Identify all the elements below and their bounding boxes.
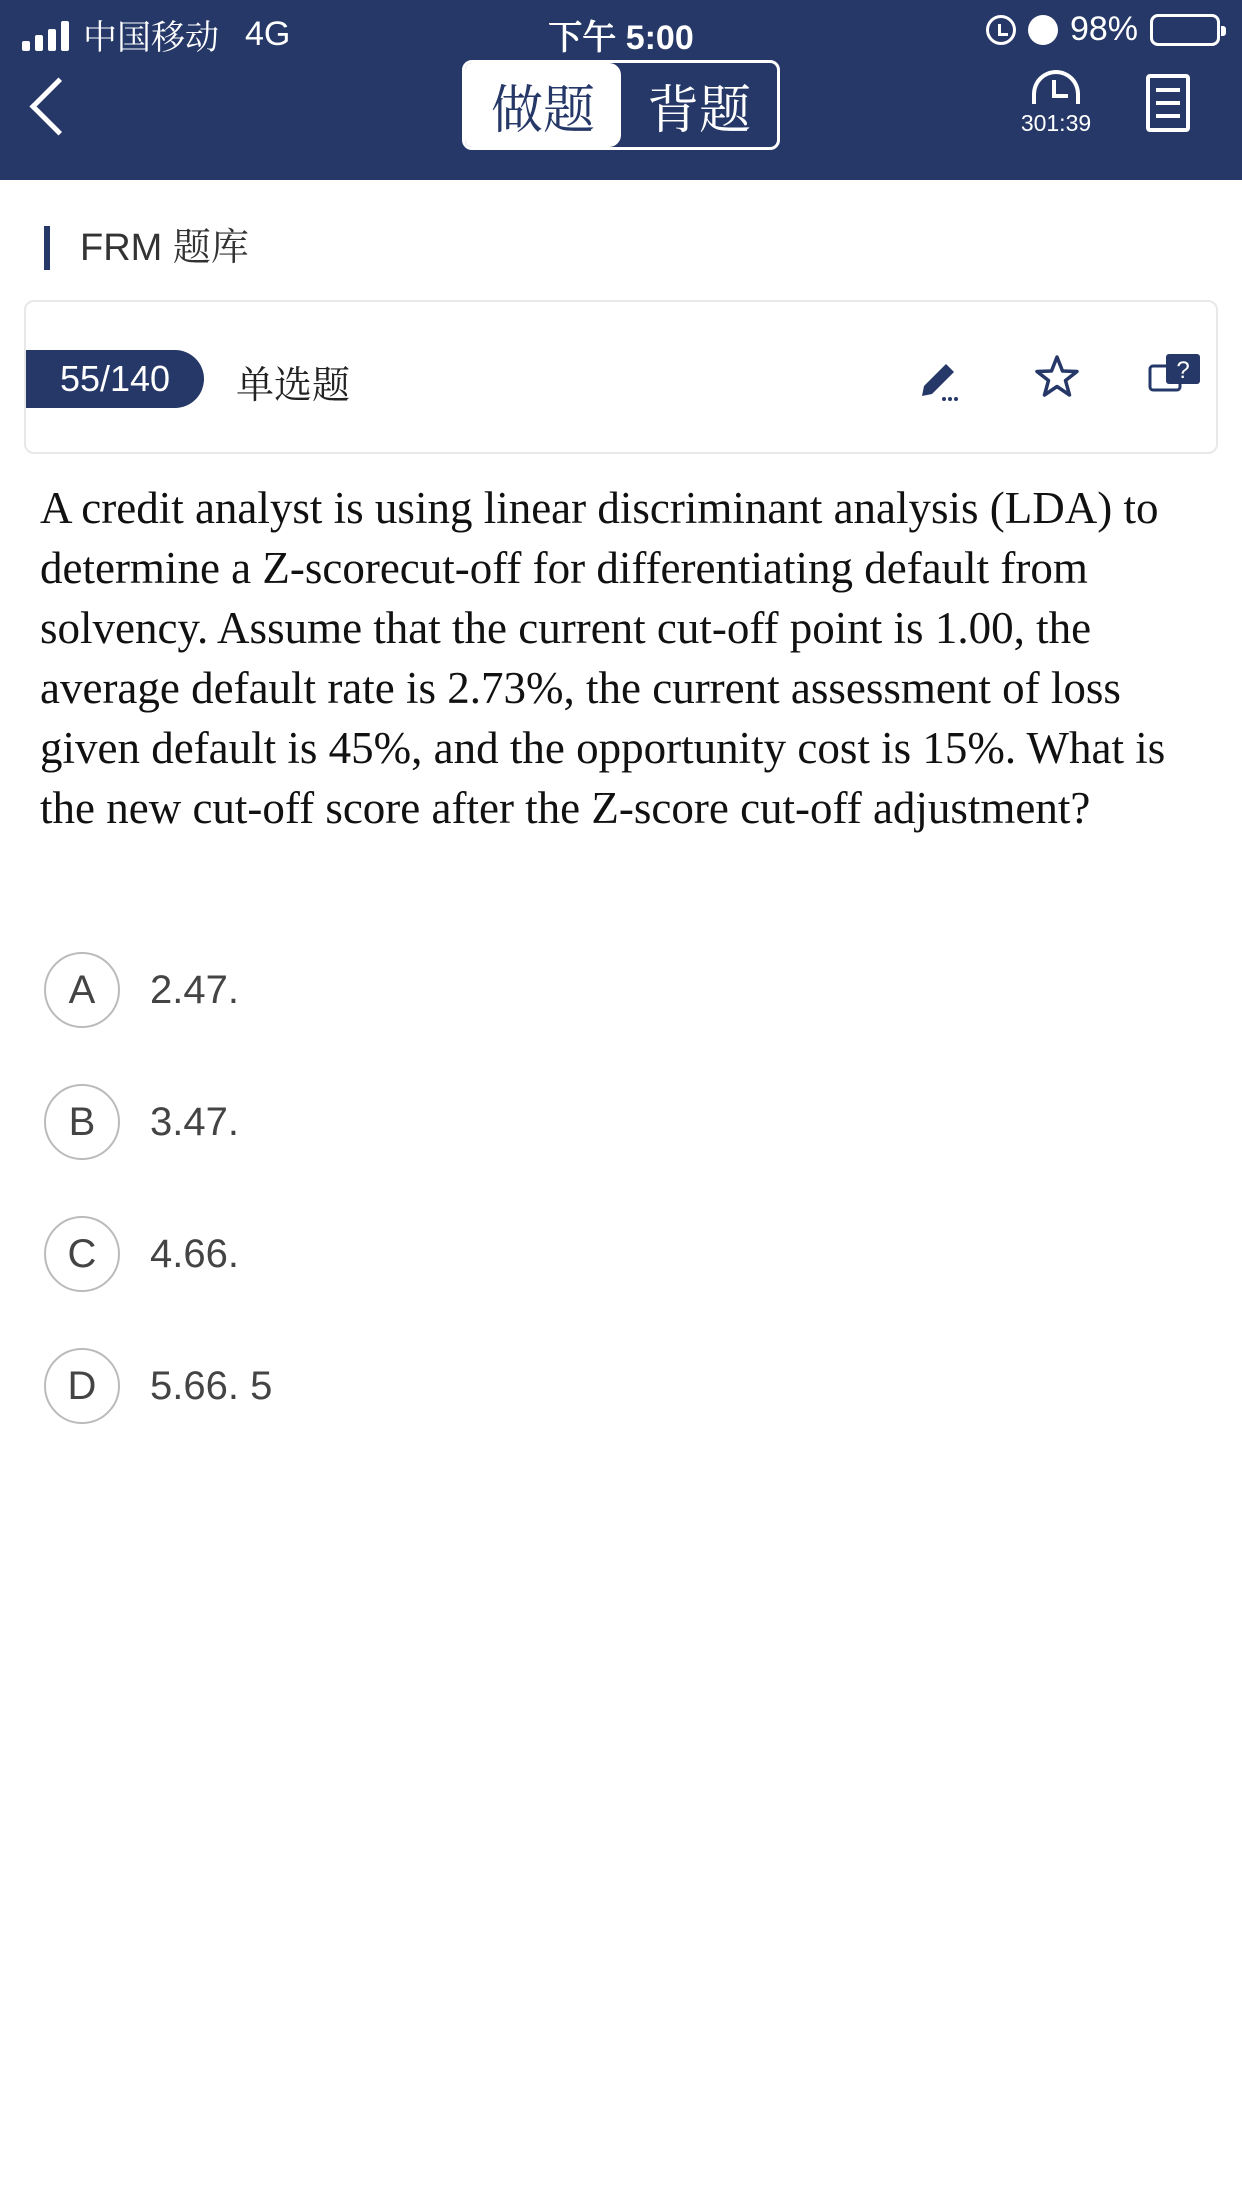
star-icon <box>1032 352 1082 402</box>
answer-sheet-button[interactable] <box>1146 74 1190 132</box>
battery-icon <box>1150 14 1220 46</box>
question-chat-icon <box>1148 352 1204 402</box>
network-label: 4G <box>245 15 291 53</box>
option-text: 5.66. 5 <box>150 1363 273 1408</box>
favorite-button[interactable] <box>1032 352 1082 402</box>
alarm-clock-icon <box>1032 70 1080 104</box>
svg-text:?: ? <box>1176 357 1190 384</box>
option-b[interactable] <box>44 1084 944 1160</box>
question-type: 单选题 <box>236 365 351 407</box>
timer-value: 301:39 <box>1020 110 1092 136</box>
option-text: 2.47. <box>150 967 239 1012</box>
carrier-label: 中国移动 <box>83 19 219 57</box>
option-letter: A <box>44 952 120 1028</box>
progress-badge: 55/140 <box>26 350 204 408</box>
pencil-icon <box>914 352 964 402</box>
option-c[interactable] <box>44 1216 944 1292</box>
app-header <box>0 0 1242 180</box>
option-text: 3.47. <box>150 1099 239 1144</box>
timer-button[interactable] <box>1006 70 1106 140</box>
tab-practice[interactable]: 做题 <box>465 63 621 147</box>
option-text: 4.66. <box>150 1231 239 1276</box>
orientation-lock-icon <box>986 15 1016 45</box>
battery-percent: 98% <box>1069 10 1138 48</box>
tab-memorize[interactable]: 背题 <box>646 81 751 140</box>
option-letter: D <box>44 1348 120 1424</box>
mode-switch <box>462 60 780 150</box>
question-card <box>24 300 1218 454</box>
question-text: A credit analyst is using linear discriminant analysis (LDA) to determine a Z-scorecut-off for differentiating default from solvency. Assume that the current cut-off point is 1.00, the average default rate is 2.73%, the current assessment of loss given default is 45%, and the opportunity cost is 15%. What is the new cut-off score after the Z-score cut-off adjustment? <box>40 483 1166 833</box>
note-button[interactable] <box>914 352 964 402</box>
option-d[interactable] <box>44 1348 944 1424</box>
option-letter: B <box>44 1084 120 1160</box>
status-time: 下午 5:00 <box>548 19 694 57</box>
option-letter: C <box>44 1216 120 1292</box>
ask-question-button[interactable] <box>1148 352 1204 402</box>
option-a[interactable] <box>44 952 944 1028</box>
status-bar <box>0 0 1242 62</box>
back-button[interactable] <box>24 72 84 142</box>
alarm-icon <box>1028 15 1058 45</box>
section-title: FRM 题库 <box>44 226 249 270</box>
